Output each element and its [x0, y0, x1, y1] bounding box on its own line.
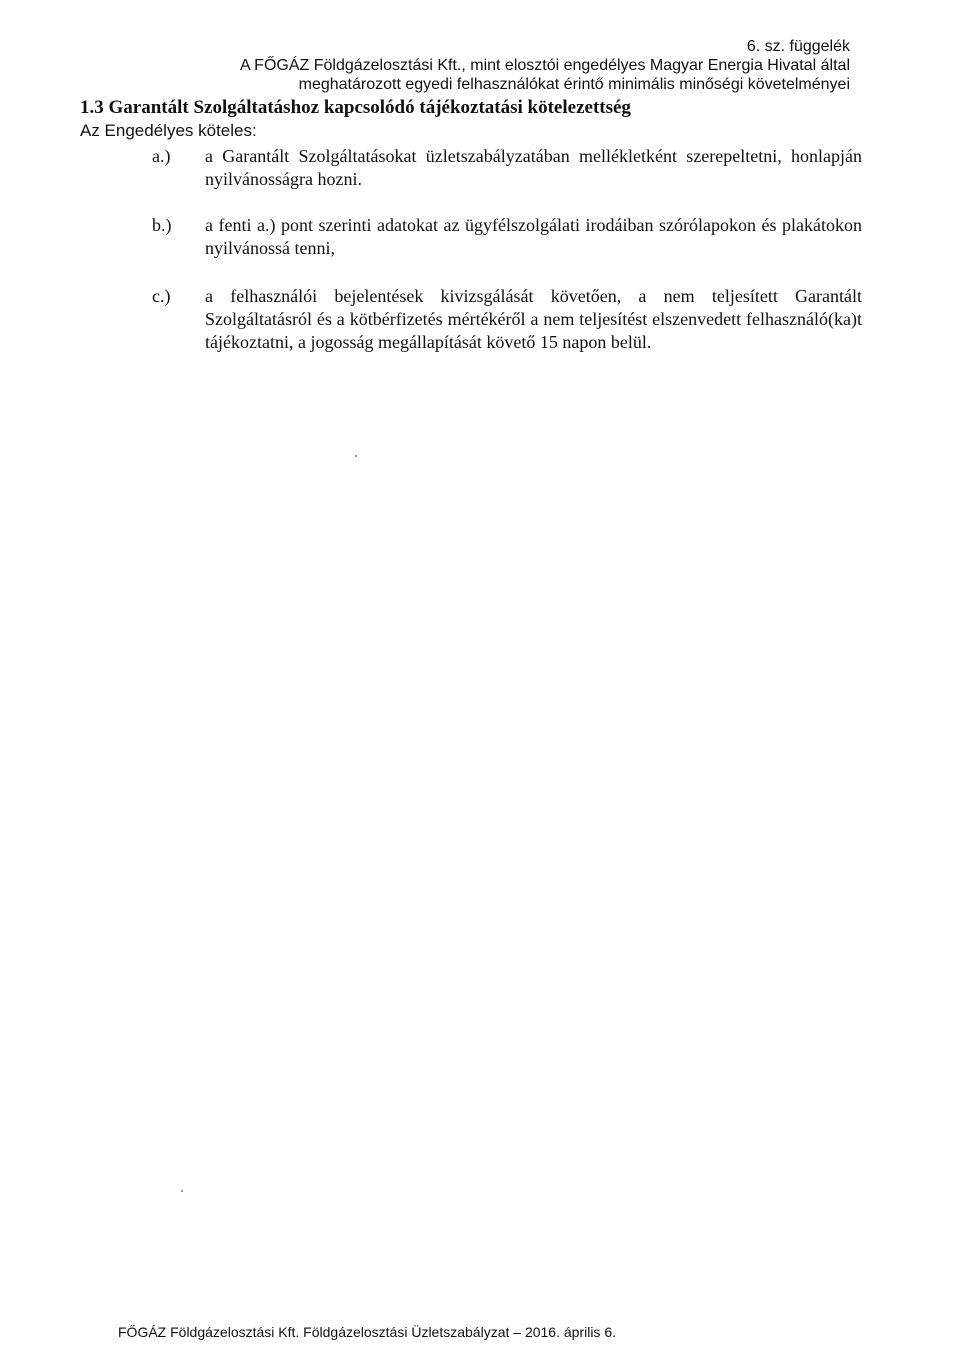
list-item-a	[80, 145, 862, 191]
header-requirements-line: meghatározott egyedi felhasználókat érintő minimális minőségi követelményei	[298, 76, 850, 93]
scan-speck	[355, 455, 357, 457]
header-company-line: A FŐGÁZ Földgázelosztási Kft., mint elosztói engedélyes Magyar Energia Hivatal által	[239, 57, 850, 74]
list-item-b	[80, 214, 862, 260]
list-item-text: a Garantált Szolgáltatásokat üzletszabályzatában mellékletként szerepeltetni, honlapján nyilvánosságra hozni.	[205, 146, 862, 189]
list-item-text: a fenti a.) pont szerinti adatokat az ügyfélszolgálati irodáiban szórólapokon és plakátokon nyilvánossá tenni,	[205, 215, 862, 258]
list-item-text: a felhasználói bejelentések kivizsgálását követően, a nem teljesített Garantált Szolgáltatásról és a kötbérfizetés mértékéről a nem teljesítést elszenvedett felhasználó(ka)t tájékoztatni, a jogosság megállapítását követő 15 napon belül.	[205, 286, 862, 352]
appendix-number: 6. sz. függelék	[746, 38, 850, 55]
list-item-c	[80, 285, 862, 354]
list-item-label: a.)	[152, 146, 171, 166]
scan-speck	[181, 1190, 183, 1192]
section-intro: Az Engedélyes köteles:	[80, 121, 257, 140]
page-footer: FŐGÁZ Földgázelosztási Kft. Földgázelosztási Üzletszabályzat – 2016. április 6.	[118, 1324, 616, 1340]
list-item-label: c.)	[152, 286, 171, 306]
list-item-label: b.)	[152, 215, 172, 235]
section-title: 1.3 Garantált Szolgáltatáshoz kapcsolódó tájékoztatási kötelezettség	[80, 97, 631, 118]
